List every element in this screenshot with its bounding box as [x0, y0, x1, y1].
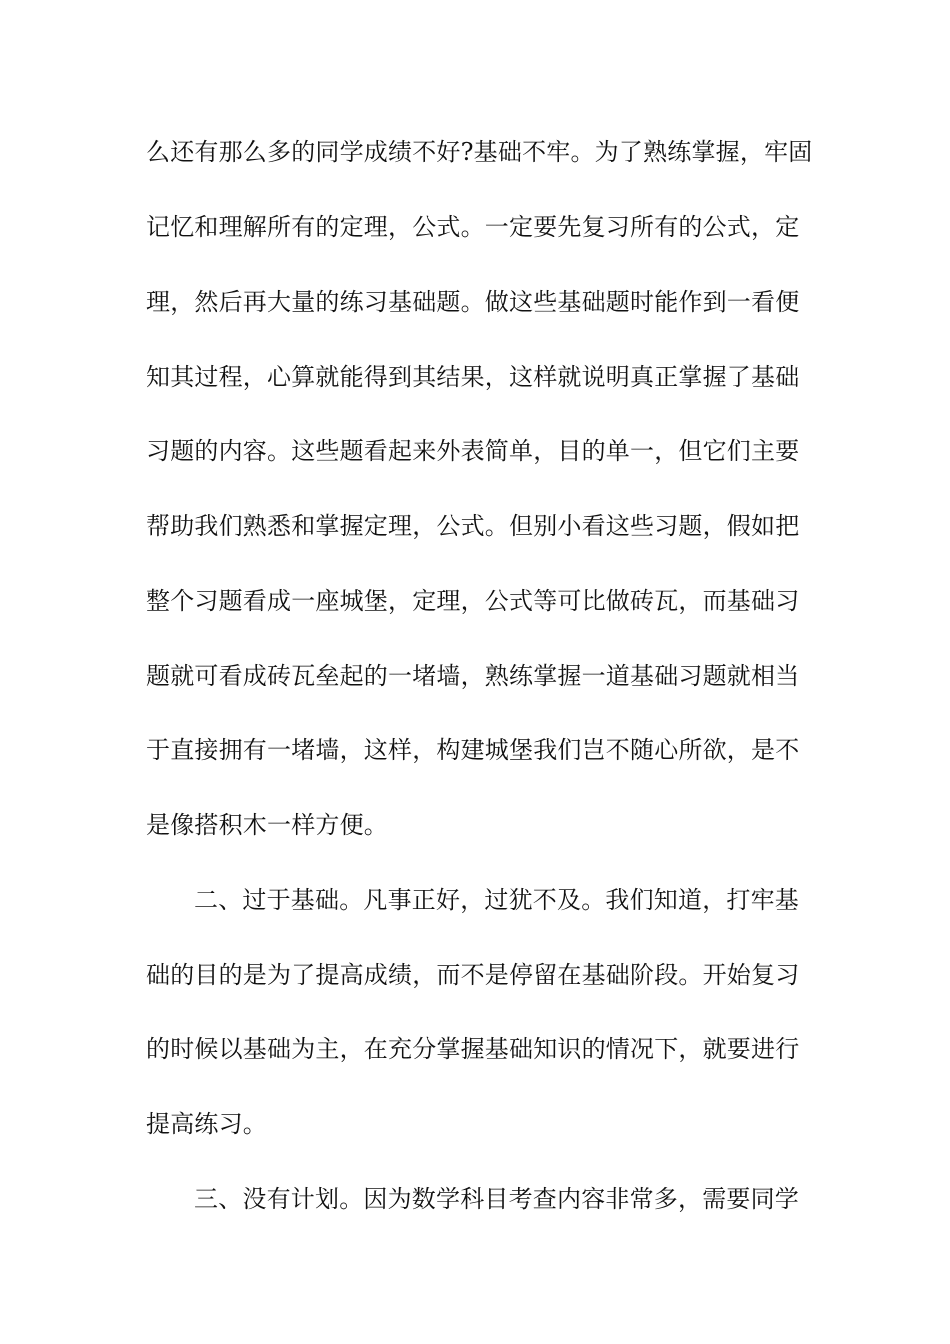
text-line: 题就可看成砖瓦垒起的一堵墙，熟练掌握一道基础习题就相当 — [146, 662, 800, 690]
text-line: 记忆和理解所有的定理，公式。一定要先复习所有的公式，定 — [146, 213, 800, 241]
text-line: 整个习题看成一座城堡，定理，公式等可比做砖瓦，而基础习 — [146, 587, 800, 615]
text-line: 是像搭积木一样方便。 — [146, 811, 388, 839]
text-line: 提高练习。 — [146, 1110, 267, 1138]
text-line: 础的目的是为了提高成绩，而不是停留在基础阶段。开始复习 — [146, 961, 800, 989]
text-line: 习题的内容。这些题看起来外表简单，目的单一，但它们主要 — [146, 437, 800, 465]
text-line: 理，然后再大量的练习基础题。做这些基础题时能作到一看便 — [146, 288, 800, 316]
text-line: 二、过于基础。凡事正好，过犹不及。我们知道，打牢基 — [194, 886, 799, 914]
text-line: 帮助我们熟悉和掌握定理，公式。但别小看这些习题，假如把 — [146, 512, 800, 540]
text-line: 的时候以基础为主，在充分掌握基础知识的情况下，就要进行 — [146, 1035, 800, 1063]
text-line: 么还有那么多的同学成绩不好?基础不牢。为了熟练掌握，牢固 — [146, 138, 813, 166]
text-line: 知其过程，心算就能得到其结果，这样就说明真正掌握了基础 — [146, 363, 800, 391]
text-line: 三、没有计划。因为数学科目考查内容非常多，需要同学 — [194, 1185, 799, 1213]
text-line: 于直接拥有一堵墙，这样，构建城堡我们岂不随心所欲，是不 — [146, 736, 800, 764]
